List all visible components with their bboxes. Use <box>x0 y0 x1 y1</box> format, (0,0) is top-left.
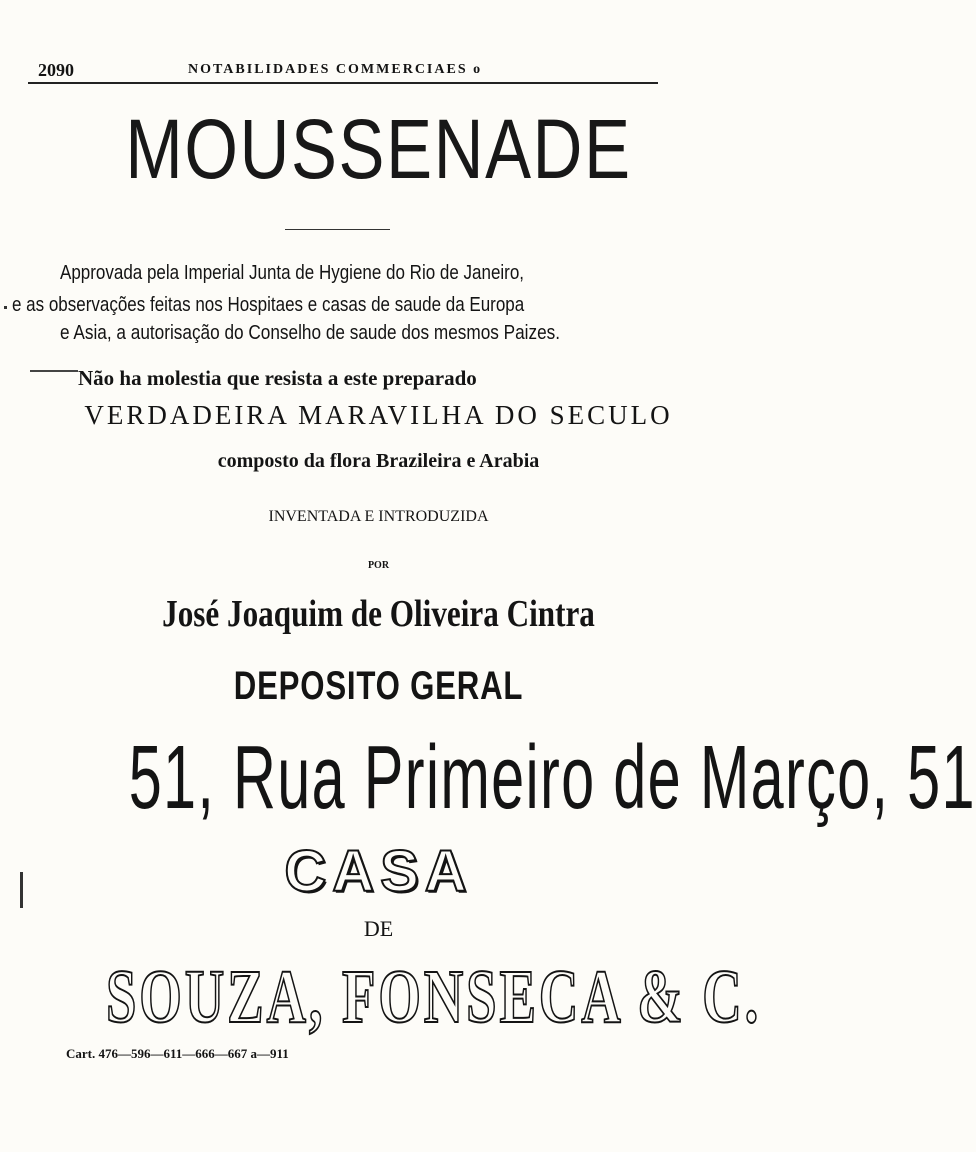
approval-line-1: Approvada pela Imperial Junta de Hygiene do Rio de Janeiro, <box>60 262 525 284</box>
product-title: MOUSSENADE <box>125 102 632 196</box>
approval-line-3: e Asia, a autorisação do Conselho de saude dos mesmos Paizes. <box>60 322 561 344</box>
header-rule <box>28 82 658 84</box>
address: 51, Rua Primeiro de Março, 51 <box>128 728 976 828</box>
of-word: DE <box>363 916 394 941</box>
composition-line: composto da flora Brazileira e Arabia <box>217 450 540 472</box>
slogan-dash <box>30 370 78 372</box>
subtitle: VERDADEIRA MARAVILHA DO SECULO <box>84 400 673 430</box>
page-number: 2090 <box>38 60 74 80</box>
by-word: POR <box>367 560 390 571</box>
carta-line: Cart. 476—596—611—666—667 a—911 <box>66 1046 289 1061</box>
firm-name: SOUZA, FONSECA & C. <box>105 955 762 1039</box>
margin-mark <box>20 872 23 908</box>
house-word: CASA <box>284 839 473 904</box>
depot-heading: DEPOSITO GERAL <box>233 664 524 708</box>
title-rule <box>285 229 390 230</box>
approval-line-2: e as observações feitas nos Hospitaes e casas de saude da Europa <box>12 294 525 316</box>
invented-line: INVENTADA E INTRODUZIDA <box>268 508 489 525</box>
margin-mark <box>4 306 7 309</box>
slogan: Não ha molestia que resista a este preparado <box>78 366 477 390</box>
running-title: NOTABILIDADES COMMERCIAES o <box>188 62 483 77</box>
inventor-name: José Joaquim de Oliveira Cintra <box>162 593 595 635</box>
